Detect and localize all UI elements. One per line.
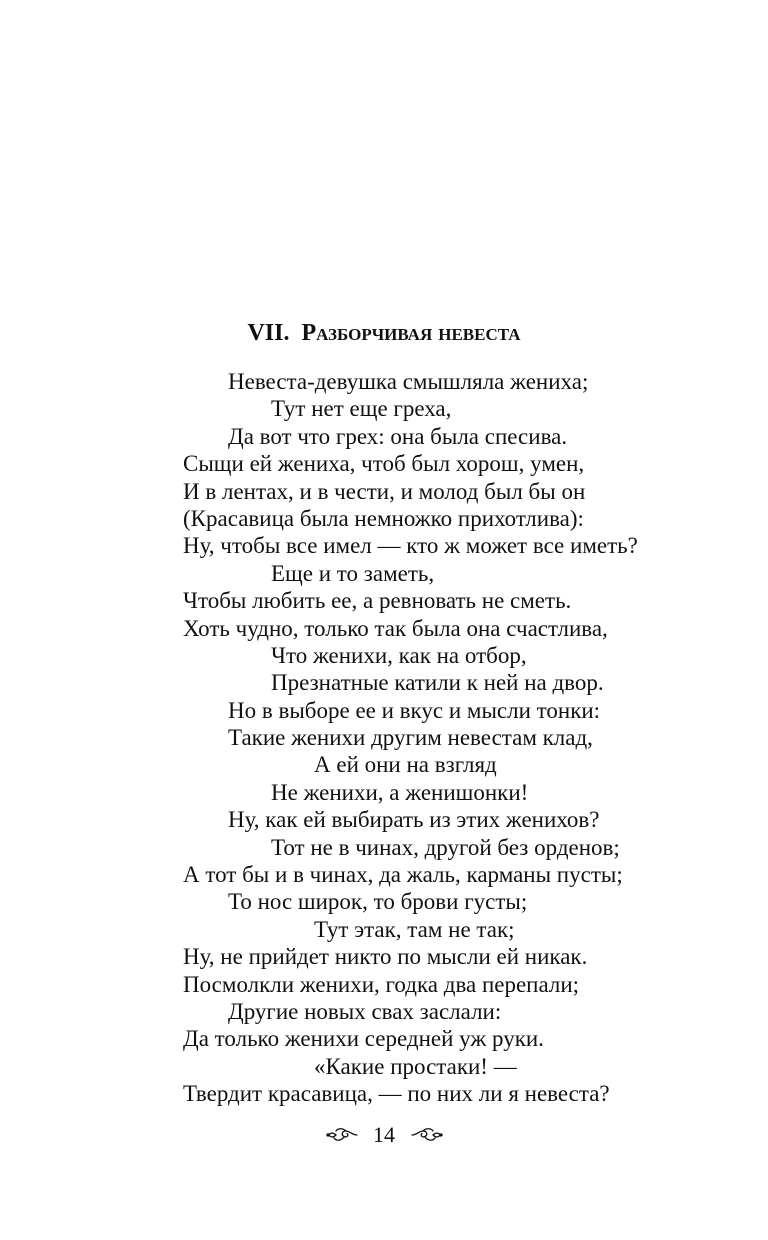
- page-number: 14: [373, 1121, 395, 1147]
- poem-line: Хоть чудно, только так была она счастлива,: [183, 615, 608, 641]
- floral-ornament-left-icon: [326, 1127, 358, 1143]
- poem-line: Но в выборе ее и вкус и мысли тонки:: [228, 697, 601, 723]
- poem-line: А ей они на взгляд: [314, 752, 497, 778]
- poem-line: Тут нет еще греха,: [271, 396, 452, 422]
- floral-ornament-right-icon: [411, 1127, 443, 1143]
- poem-line: Ну, чтобы все имел — кто ж может все иметь?: [183, 533, 638, 559]
- poem-line: Еще и то заметь,: [271, 560, 435, 586]
- poem-line: Да вот что грех: она была спесива.: [228, 423, 568, 449]
- poem-line: Посмолкли женихи, годка два перепали;: [183, 971, 580, 997]
- poem-line: Такие женихи другим невестам клад,: [228, 725, 593, 751]
- poem-line: Презнатные катили к ней на двор.: [271, 670, 604, 696]
- poem-line: Чтобы любить ее, а ревновать не сметь.: [183, 588, 572, 614]
- poem-line: «Какие простаки! —: [314, 1053, 517, 1079]
- poem-line: Тот не в чинах, другой без орденов;: [271, 834, 620, 860]
- poem-line: Ну, как ей выбирать из этих женихов?: [228, 807, 600, 833]
- chapter-heading: [0, 318, 768, 348]
- chapter-title: Разборчивая невеста: [301, 320, 521, 346]
- poem-line: И в лентах, и в чести, и молод был бы он: [183, 478, 586, 504]
- page-footer: [0, 1118, 768, 1150]
- poem-line: Тут этак, там не так;: [314, 916, 515, 942]
- poem-line: Да только женихи середней уж руки.: [183, 1026, 544, 1052]
- poem-line: А тот бы и в чинах, да жаль, карманы пусты;: [183, 862, 623, 888]
- poem-line: Ну, не прийдет никто по мысли ей никак.: [183, 944, 588, 970]
- chapter-number: VII.: [247, 320, 290, 346]
- poem-body: [0, 368, 768, 1108]
- poem-line: Невеста-девушка смышляла жениха;: [228, 369, 589, 394]
- poem-line: Сыщи ей жениха, чтоб был хорош, умен,: [183, 451, 585, 477]
- poem-line: Не женихи, а женишонки!: [271, 779, 529, 805]
- poem-line: Другие новых свах заслали:: [228, 998, 502, 1024]
- poem-line: Что женихи, как на отбор,: [271, 642, 527, 668]
- poem-line: Твердит красавица, — по них ли я невеста?: [183, 1081, 610, 1107]
- poem-line: (Красавица была немножко прихотлива):: [183, 505, 584, 531]
- poem-line: То нос широк, то брови густы;: [228, 889, 528, 915]
